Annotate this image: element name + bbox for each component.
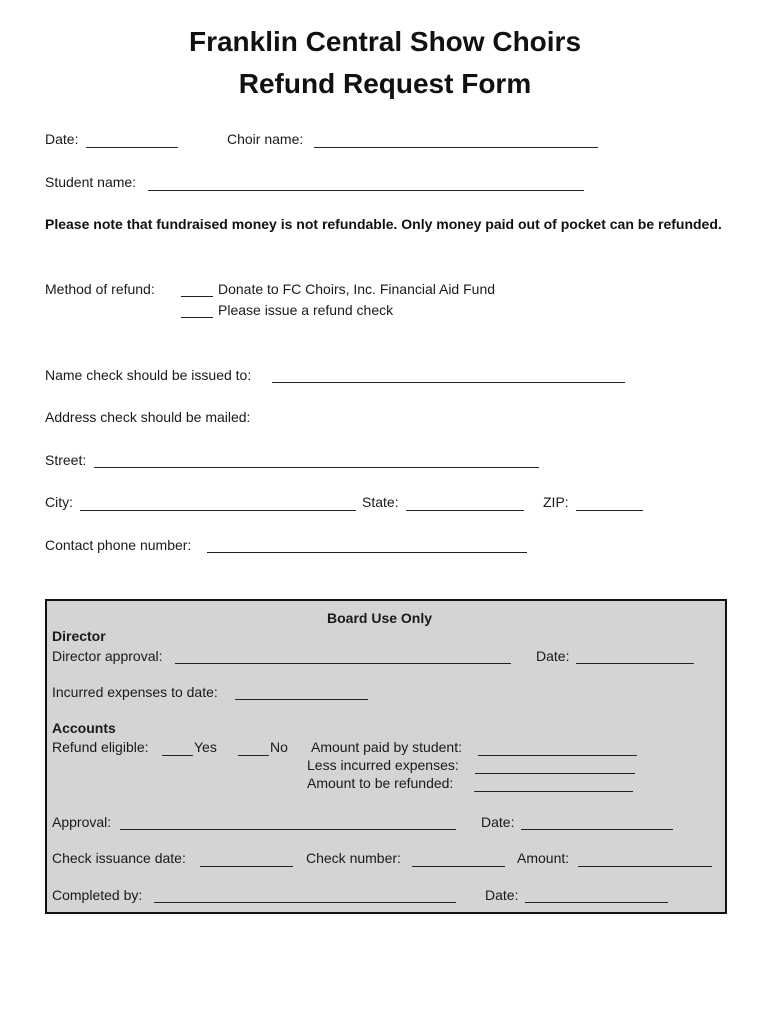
street-label: Street: (45, 452, 87, 468)
approval-label: Approval: (52, 814, 112, 830)
check-issuance-date-label: Check issuance date: (52, 850, 186, 866)
incurred-expenses-field[interactable] (235, 699, 368, 700)
phone-label: Contact phone number: (45, 537, 192, 553)
director-approval-field[interactable] (175, 663, 511, 664)
amount-label: Amount: (517, 850, 570, 866)
completed-date-label: Date: (485, 887, 519, 903)
yes-label: Yes (194, 739, 217, 755)
city-label: City: (45, 494, 73, 510)
incurred-expenses-label: Incurred expenses to date: (52, 684, 218, 700)
completed-date-field[interactable] (525, 902, 668, 903)
less-incurred-field[interactable] (475, 773, 635, 774)
check-number-field[interactable] (412, 866, 505, 867)
director-heading: Director (52, 628, 106, 644)
choir-name-field[interactable] (314, 147, 598, 148)
donate-option-blank[interactable] (181, 296, 213, 297)
check-number-label: Check number: (306, 850, 401, 866)
approval-date-field[interactable] (521, 829, 673, 830)
zip-field[interactable] (576, 510, 643, 511)
city-field[interactable] (80, 510, 356, 511)
method-of-refund-label: Method of refund: (45, 281, 155, 297)
student-name-label: Student name: (45, 174, 137, 190)
completed-by-field[interactable] (154, 902, 456, 903)
director-approval-label: Director approval: (52, 648, 163, 664)
refund-check-option-label: Please issue a refund check (218, 302, 394, 318)
amount-field[interactable] (578, 866, 712, 867)
director-date-field[interactable] (576, 663, 694, 664)
check-issuance-date-field[interactable] (200, 866, 293, 867)
check-name-label: Name check should be issued to: (45, 367, 252, 383)
approval-field[interactable] (120, 829, 456, 830)
refund-eligible-yes-blank[interactable] (162, 755, 193, 756)
amount-refunded-label: Amount to be refunded: (307, 775, 454, 791)
choir-name-label: Choir name: (227, 131, 304, 147)
form-title-line-1: Franklin Central Show Choirs (188, 26, 582, 57)
form-title-line-2: Refund Request Form (238, 68, 532, 99)
street-field[interactable] (94, 467, 539, 468)
less-incurred-label: Less incurred expenses: (307, 757, 459, 773)
date-field[interactable] (86, 147, 178, 148)
state-field[interactable] (406, 510, 524, 511)
amount-refunded-field[interactable] (474, 791, 633, 792)
board-heading: Board Use Only (327, 610, 433, 626)
accounts-heading: Accounts (52, 720, 116, 736)
amount-paid-label: Amount paid by student: (311, 739, 462, 755)
state-label: State: (362, 494, 399, 510)
date-label: Date: (45, 131, 79, 147)
zip-label: ZIP: (543, 494, 569, 510)
completed-by-label: Completed by: (52, 887, 143, 903)
refund-eligible-label: Refund eligible: (52, 739, 149, 755)
student-name-field[interactable] (148, 190, 584, 191)
approval-date-label: Date: (481, 814, 515, 830)
no-label: No (270, 739, 288, 755)
refund-check-option-blank[interactable] (181, 317, 213, 318)
phone-field[interactable] (207, 552, 527, 553)
amount-paid-field[interactable] (478, 755, 637, 756)
board-use-only-box (45, 599, 727, 914)
refund-eligible-no-blank[interactable] (238, 755, 269, 756)
check-name-field[interactable] (272, 382, 625, 383)
fundraising-note: Please note that fundraised money is not refundable. Only money paid out of pocket can be refunded. (45, 216, 722, 232)
address-label: Address check should be mailed: (45, 409, 251, 425)
director-date-label: Date: (536, 648, 570, 664)
donate-option-label: Donate to FC Choirs, Inc. Financial Aid Fund (218, 281, 496, 297)
